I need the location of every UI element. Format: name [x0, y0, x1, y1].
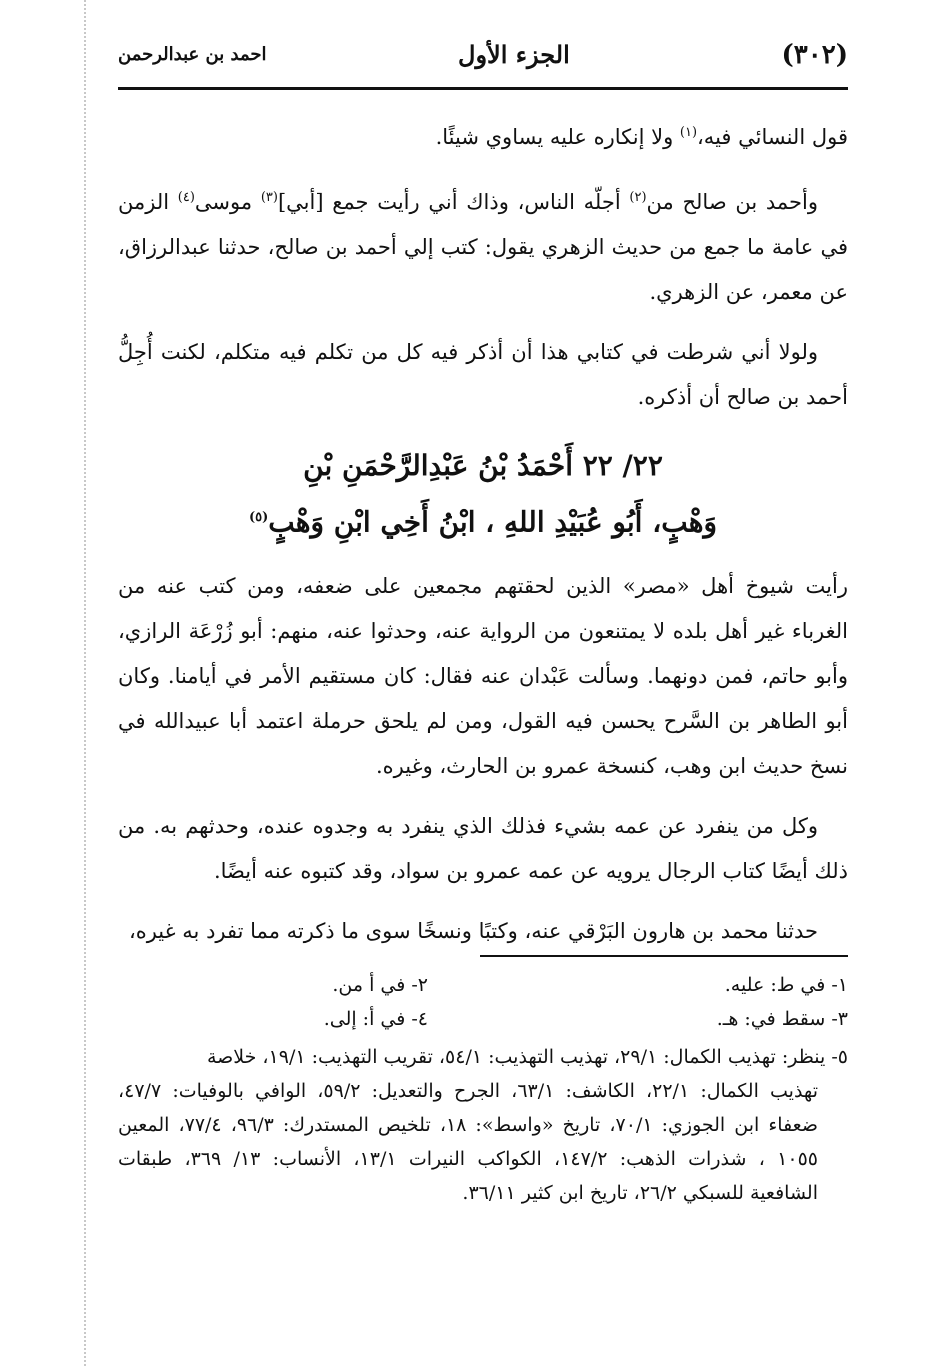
page-number: (٣٠٢)	[781, 40, 848, 70]
entry-title	[118, 440, 848, 548]
p1-text: قول النسائي فيه،	[697, 125, 848, 149]
paragraph-2	[118, 175, 848, 315]
paragraph-5: وكل من ينفرد عن عمه بشيء فذلك الذي ينفرد به وجدوه عنده، وحدثهم به. من ذلك أيضًا كتاب الرجال يرويه عن عمه عمرو بن سواد، وقد كتبوه عنه أيضًا.	[118, 814, 848, 884]
p2-mid: أجلّه الناس، وذاك أني رأيت جمع [أبي]	[277, 190, 630, 214]
footnote-5	[118, 1040, 848, 1210]
p2-mid2: موسى	[194, 190, 261, 214]
entry-title-line-2	[118, 492, 848, 548]
p1-rest: ولا إنكاره عليه يساوي شيئًا.	[435, 125, 680, 149]
footnote-1: ١- في ط: عليه.	[724, 974, 848, 996]
footnote-ref-5: (٥)	[248, 510, 269, 525]
footnote-row-1	[118, 968, 848, 1002]
paragraph-6: حدثنا محمد بن هارون البَرْقي عنه، وكتبًا ونسخًا سوى ما ذكرته مما تفرد به غيره،	[128, 919, 818, 944]
paragraph-4: رأيت شيوخ أهل «مصر» الذين لحقتهم مجمعين على ضعفه، ومن كتب عنه من الغرباء غير أهل بلده لا يمتنعون من الرواية عنه، وحدثوا عنه، منهم: أبو زُرْعَة الرازي، وأبو حاتم، فمن دونهما. وسألت عَبْدان عنه فقال: كان مستقيم الأمر في أيامنا. وكان أبو الطاهر بن السَّرح يحسن فيه القول، ومن لم يلحق حرملة اعتمد أبا عبيدالله في نسخ حديث ابن وهب، كنسخة عمرو بن الحارث، وغيره.	[118, 574, 848, 779]
binding-margin-dots	[84, 0, 86, 1366]
p2-rest: الزمن في عامة ما جمع من حديث الزهري يقول: كتب إلي أحمد بن صالح، حدثنا عبدالرزاق، عن معمر، عن الزهري.	[118, 190, 848, 304]
main-text	[118, 110, 848, 969]
footnote-ref-1: (١)	[679, 125, 698, 140]
footnote-5-first: ٥- ينظر: تهذيب الكمال: ٢٩/١، تهذيب التهذيب: ٥٤/١، تقريب التهذيب: ١٩/١، خلاصة	[206, 1046, 848, 1068]
paragraph-3: ولولا أني شرطت في كتابي هذا أن أذكر فيه كل من تكلم فيه متكلم، لكنت أُجِلُّ أحمد بن صالح أن أذكره.	[118, 340, 848, 409]
footnote-2: ٢- في أ من.	[332, 974, 428, 996]
page-header	[118, 40, 848, 80]
p2-text: وأحمد بن صالح من	[646, 190, 819, 214]
footnote-rule	[480, 955, 848, 957]
footnote-ref-4: (٤)	[177, 190, 195, 205]
header-rule	[118, 87, 848, 90]
paragraph-1	[118, 110, 848, 160]
entry-title-line-2-text: وَهْبٍ، أَبُو عُبَيْدِ اللهِ ، ابْنُ أَخِي ابْنِ وَهْبٍ	[268, 505, 718, 539]
entry-title-line-1: ٢٢/ ٢٢ أَحْمَدُ بْنُ عَبْدِالرَّحْمَنِ بْنِ	[303, 449, 663, 482]
running-title: احمد بن عبدالرحمن	[118, 44, 267, 65]
footnote-ref-3: (٣)	[260, 190, 278, 205]
footnote-4: ٤- في أ: إلى.	[323, 1008, 428, 1030]
footnotes	[118, 968, 848, 1210]
footnote-ref-2: (٢)	[629, 190, 647, 205]
footnote-row-2	[118, 1002, 848, 1036]
part-title: الجزء الأول	[458, 40, 570, 69]
footnote-3: ٣- سقط في: هـ.	[716, 1008, 848, 1030]
footnote-5-continuation: تهذيب الكمال: ٢٢/١، الكاشف: ٦٣/١، الجرح والتعديل: ٥٩/٢، الوافي بالوفيات: ٤٧/٧، ضعفاء ابن الجوزي: ٧٠/١، تاريخ «واسط»: ١٨، تلخيص المستدرك: ٩٦/٣، ٧٧/٤، المعين ١٠٥٥ ، شذرات الذهب: ١٤٧/٢، الكواكب النيرات ١٣/١، الأنساب: ١٣/ ٣٦٩، طبقات الشافعية للسبكي ٢٦/٢، تاريخ ابن كثير ٣٦/١١.	[118, 1080, 818, 1204]
